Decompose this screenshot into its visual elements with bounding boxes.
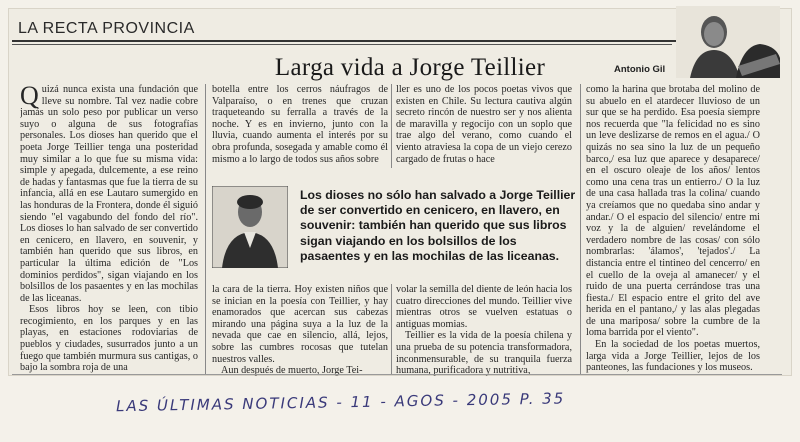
handwritten-source-note: LAS ÚLTIMAS NOTICIAS - 11 - AGOS - 2005 P. 35	[115, 389, 566, 416]
col3-top-text: ller es uno de los pocos poetas vivos que existen en Chile. Su lectura cautiva algún secreto rincón de nuestro ser y nos alienta de maravilla y regocijo con un soplo que trae algo del verano, como cuando el viento atraviesa la copa de un viejo cerezo cargado de frutas o hace	[396, 84, 572, 165]
column-3-top	[396, 84, 572, 166]
section-label: LA RECTA PROVINCIA	[18, 20, 195, 37]
header-rule	[12, 40, 780, 42]
col2-bottom-text-2: Aun después de muerto, Jorge Tei-	[221, 365, 363, 377]
poet-photo	[212, 186, 288, 268]
col1-paragraph-2: Esos libros hoy se leen, con tibio recogimiento, en los parques y en las playas, en estaciones rodoviarias de pueblos y ciudades, susurrados junto a un fuego que también murmura sus cantigas, o bajo la sombra roja de una	[20, 304, 198, 374]
col4-paragraph-1: como la harina que brotaba del molino de su abuelo en el atardecer lluvioso de un sur que se ha perdido. Esa poesía siempre nos recuerda que "la felicidad no es sino un leve deslizarse de remos en el agua./ O quizás no sea sino la luz de un pequeño barco,/ esa luz que aparece y desaparece/ en el oscuro oleaje de los años/ lentos como una cena tras un entierro./ O la luz de una casa hallada tras la colina/ cuando ya creíamos que no quedaba sino andar y andar./ O el espacio del silencio/ entre mi voz y la de alguien/ revelándome el verdadero nombre de las cosas/ con sólo nombrarlas: 'álamos', 'tejados'./ La distancia entre el tintineo del cencerro/ en el cuello de la oveja al amanecer/ y el ruido de una puerta cerrándose tras una fiesta./ El espacio entre el grito del ave herida en el pantano,/ y las alas plegadas de una mariposa/ sobre la cumbre de la loma barrida por el viento".	[586, 84, 760, 339]
col2-top-text: botella entre los cerros náufragos de Valparaíso, o en trenes que cruzan traqueteando su ferralla a través de la noche. Y es en invierno, junto con la lluvia, cuando aumenta el interés por su obra profunda, sosegada y amable como él mismo a lo largo de todos sus años sobre	[212, 84, 388, 165]
column-divider	[391, 284, 392, 374]
column-4	[586, 84, 760, 380]
col4-paragraph-2: En la sociedad de los poetas muertos, larga vida a Jorge Teillier, lejos de los panteones, las fundaciones y los museos.	[586, 339, 760, 374]
col1-paragraph-1: uizá nunca exista una fundación que lleve su nombre. Tal vez nadie cobre jamás un solo peso por publicar un verso suyo o alguna de sus fotografías personales. Los dioses han querido que el poeta Jorge Teillier tenga una posteridad muy similar a lo que fue su misma vida: simple y apegada, dulcemente, a ese reino de hadas y fantasmas que fue la tierra de su infancia, allá en ese Lautaro sumergido en las honduras de la Frontera, donde él siguió siendo "el vagabundo del fondo del río". Los dioses lo han salvado de ser convertido en cenicero, en llavero, en souvenir, y también han querido que sus libros, en particular la última edición de "Los dominios perdidos", sigan viajando en los bolsillos de los pasaentes y en las mochilas de las liceanas.	[20, 84, 198, 304]
pull-quote: Los dioses no sólo han salvado a Jorge Teillier de ser convertido en cenicero, en llavero, en souvenir: también han querido que sus libros sigan viajando en los bolsillos de los pasaentes y en las mochilas de las liceanas.	[300, 188, 576, 263]
author-photo	[676, 6, 780, 78]
column-1	[20, 84, 198, 380]
col3-bottom-text: volar la semilla del diente de león hacia los cuatro direcciones del mundo. Teillier vive mientras otros se vuelven estatuas o antiguas momias.	[396, 284, 572, 330]
column-2-top	[212, 84, 388, 166]
column-divider	[205, 84, 206, 374]
column-3-bottom	[396, 284, 572, 380]
drop-cap: Q	[20, 84, 39, 110]
column-divider	[391, 84, 392, 168]
headline: Larga vida a Jorge Teillier	[274, 54, 546, 81]
column-2-bottom	[212, 284, 388, 380]
clipping-bottom-edge	[12, 374, 782, 375]
column-divider	[580, 84, 581, 374]
col3-bottom-text-2: Teillier es la vida de la poesía chilena y una prueba de su potencia transformadora, inconmensurable, de su tranquila fuerza humana, purificadora y nutritiva,	[396, 330, 572, 377]
header-rule-thin	[12, 44, 672, 45]
author-byline: Antonio Gil	[614, 64, 666, 75]
col2-bottom-text: la cara de la tierra. Hoy existen niños que se inician en la poesía con Teillier, y hay enamorados que acercan sus cabezas mirando una página suya a la luz de la nevada que cae en silencio, allá, lejos, sobre las cumbres rocosas que tutelan nuestros valles.	[212, 284, 388, 365]
